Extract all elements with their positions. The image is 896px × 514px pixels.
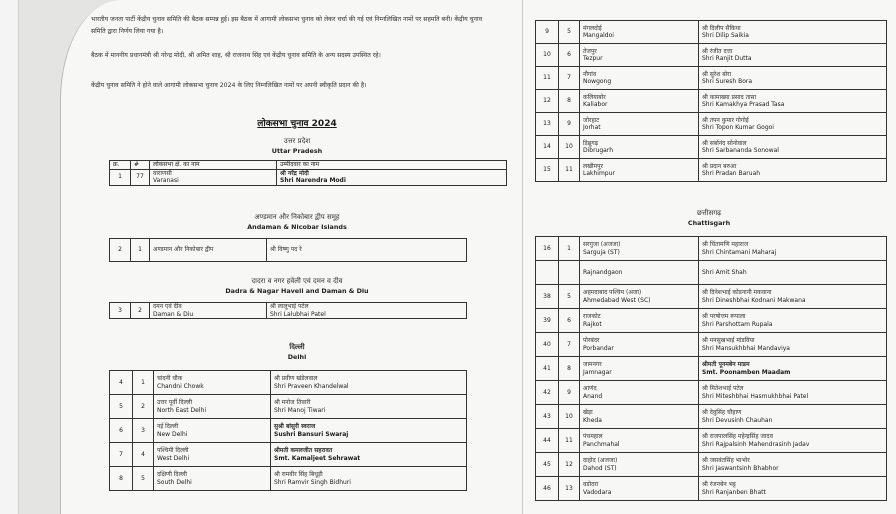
row-candidate	[699, 261, 887, 285]
candidate-en: Shri Ranjanben Bhatt	[702, 488, 766, 496]
table-row	[536, 429, 887, 453]
row-pc: 5	[559, 285, 580, 309]
row-sno: 45	[536, 453, 559, 477]
row-constituency	[154, 395, 271, 419]
dnh-heading-en: Dadra & Nagar Haveli and Daman & Diu	[225, 287, 369, 295]
constituency-en: Rajkot	[583, 320, 602, 328]
row-pc: 3	[133, 419, 154, 443]
row-constituency	[580, 21, 699, 44]
candidate-hi: श्री मनोज तिवारी	[274, 399, 311, 406]
candidate-hi: सुश्री बांसुरी स्वराज	[274, 423, 316, 430]
row-candidate	[271, 395, 467, 419]
row-candidate	[699, 67, 887, 90]
header-candidate: उम्मीदवार का नाम	[277, 161, 507, 170]
constituency-en: Nowgong	[583, 78, 612, 85]
constituency-hi: अहमदाबाद पश्चिम (अजा)	[583, 289, 642, 296]
table-row	[536, 333, 887, 357]
up-table	[109, 160, 507, 186]
candidate-hi: श्री प्रवीण खंडेलवाल	[274, 375, 318, 382]
row-constituency	[580, 333, 699, 357]
candidate-en: Shri Dineshbhai Kodnani Makwana	[702, 296, 806, 304]
row-candidate	[699, 21, 887, 44]
constituency-en: Tezpur	[583, 55, 603, 62]
intro-paragraph-3: केंद्रीय चुनाव समिति ने होने वाले आगामी लोकसभा चुनाव 2024 के लिए निम्नलिखित नामों पर अपनी स्वीकृति प्रदान की है।	[91, 82, 367, 89]
constituency-hi: नई दिल्ली	[157, 423, 179, 430]
constituency-hi: कलियाबोर	[583, 93, 606, 101]
candidate-en: Sushri Bansuri Swaraj	[274, 430, 349, 438]
candidate-en: Shri Sarbananda Sonowal	[702, 147, 779, 154]
row-candidate	[277, 169, 507, 185]
constituency-en: Sarguja (ST)	[583, 248, 620, 256]
constituency-hi: उत्तर पूर्वी दिल्ली	[157, 399, 193, 406]
row-constituency	[580, 237, 699, 261]
table-row	[536, 261, 887, 285]
right-page	[522, 0, 896, 514]
cg-heading	[659, 208, 759, 228]
constituency-en: Ahmedabad West (SC)	[583, 296, 651, 304]
row-constituency	[580, 381, 699, 405]
constituency-en: Vadodara	[583, 488, 612, 496]
row-sno: 46	[536, 477, 559, 501]
table-row	[536, 453, 887, 477]
page-margin	[0, 0, 19, 514]
row-sno: 11	[536, 67, 559, 90]
intro-paragraph-1: भारतीय जनता पार्टी केंद्रीय चुनाव समिति की बैठक सम्पन्न हुई। इस बैठक में आगामी लोकसभा चुनाव को लेकर चर्चा की गई एवं निम्नलिखित नामों पर सहमति बनी। केंद्रीय चुनाव समिति द्वारा निर्णय लिया गया है।	[91, 16, 483, 35]
candidate-en: Shri Rajpalsinh Mahendrasinh Jadav	[702, 440, 810, 448]
constituency-hi: तेजपुर	[583, 47, 597, 55]
row-candidate	[699, 453, 887, 477]
candidate-hi: श्री दिनेशभाई कोडनानी मकवाना	[702, 289, 772, 296]
intro-paragraph-2: बैठक में माननीय प्रधानमंत्री श्री नरेन्द्र मोदी, श्री अमित शाह, श्री राजनाथ सिंह एवं केंद्रीय चुनाव समिति के अन्य सदस्य उपस्थित रहे।	[91, 52, 381, 59]
candidate-en: Shri Topon Kumar Gogoi	[702, 124, 774, 131]
constituency-hi: जामनगर	[583, 361, 602, 368]
row-candidate	[699, 237, 887, 261]
candidate-hi: श्री सर्बानंद सोनोवाल	[702, 139, 747, 147]
constituency-en: Kaliabor	[583, 101, 608, 108]
row-pc: 7	[559, 67, 580, 90]
row-sno: 40	[536, 333, 559, 357]
left-page	[60, 0, 523, 514]
candidate-hi: श्री मितेशभाई पटेल	[702, 385, 744, 392]
candidate-en: Smt. Kamaljeet Sehrawat	[274, 454, 361, 462]
row-constituency	[580, 357, 699, 381]
dnh-heading	[177, 276, 417, 296]
row-sno	[536, 261, 559, 285]
candidate-hi: श्री कामाख्या प्रसाद तासा	[702, 93, 757, 101]
row-sno: 2	[110, 239, 131, 262]
constituency-en: Dahod (ST)	[583, 464, 617, 472]
row-pc: 7	[559, 333, 580, 357]
candidate-en: Shri Jaswantsinh Bhabhor	[702, 464, 779, 472]
row-pc: 13	[559, 477, 580, 501]
constituency-hi: दाहोद (अजजा)	[583, 457, 618, 464]
candidate-en: Shri Pradan Baruah	[702, 170, 761, 177]
header-pc: #	[131, 161, 150, 170]
row-candidate	[699, 90, 887, 113]
row-pc: 11	[559, 159, 580, 182]
constituency-en: South Delhi	[157, 478, 192, 486]
candidate-hi: श्री देवुसिंह चौहाण	[702, 409, 742, 416]
constituency-en: Jorhat	[583, 124, 601, 131]
row-candidate	[699, 429, 887, 453]
candidate-en: Shri Kamakhya Prasad Tasa	[702, 101, 785, 108]
row-candidate	[267, 303, 467, 319]
row-sno: 9	[536, 21, 559, 44]
table-row	[110, 169, 507, 185]
row-sno: 16	[536, 237, 559, 261]
constituency-en: West Delhi	[157, 454, 190, 462]
candidate-hi: श्री रंजीत दत्ता	[702, 47, 733, 55]
row-candidate	[271, 371, 467, 395]
page-title: लोकसभा चुनाव 2024	[257, 119, 337, 129]
delhi-heading-en: Delhi	[287, 353, 307, 361]
row-sno: 38	[536, 285, 559, 309]
row-sno: 41	[536, 357, 559, 381]
row-pc: 5	[133, 467, 154, 491]
candidate-en: Shri Suresh Bora	[702, 78, 753, 85]
row-constituency	[150, 169, 277, 185]
candidate-hi: श्रीमती पूनमबेन माडम	[702, 361, 750, 368]
constituency-en: Anand	[583, 392, 603, 400]
constituency-hi: लखीमपुर	[583, 162, 603, 170]
table-row	[110, 467, 467, 491]
candidate-en: Shri Ramvir Singh Bidhuri	[274, 478, 351, 486]
table-row	[536, 90, 887, 113]
candidate-en: Shri Mansukhbhai Mandaviya	[702, 344, 790, 352]
row-pc: 9	[559, 381, 580, 405]
row-pc: 1	[131, 239, 150, 262]
row-constituency	[150, 239, 267, 262]
row-candidate	[271, 467, 467, 491]
candidate-en: Shri Dilip Saikia	[702, 32, 749, 39]
candidate-hi: श्री रंजनबेन भट्ट	[702, 481, 736, 488]
constituency-hi: चांदनी चौक	[157, 375, 183, 382]
constituency-hi: पंचमहाल	[583, 433, 603, 440]
constituency-en: North East Delhi	[157, 406, 206, 414]
table-row	[536, 21, 887, 44]
table-row	[110, 395, 467, 419]
row-constituency	[580, 453, 699, 477]
row-sno: 42	[536, 381, 559, 405]
constituency-hi: डिब्रूगढ़	[583, 139, 598, 147]
row-candidate	[271, 419, 467, 443]
row-sno: 14	[536, 136, 559, 159]
row-constituency	[580, 429, 699, 453]
row-constituency	[154, 443, 271, 467]
candidate-hi: श्री विष्णु पद रे	[270, 246, 302, 254]
row-constituency	[150, 303, 267, 319]
constituency-hi: वाराणसी	[153, 169, 172, 177]
row-pc: 11	[559, 429, 580, 453]
constituency-en: Daman & Diu	[153, 310, 194, 318]
row-constituency	[580, 309, 699, 333]
row-sno: 44	[536, 429, 559, 453]
candidate-hi: श्री लालूभाई पटेल	[270, 303, 309, 310]
candidate-hi: श्री जसवंतसिंह भाभोर	[702, 457, 750, 464]
row-constituency	[580, 44, 699, 67]
row-pc: 4	[133, 443, 154, 467]
row-sno: 12	[536, 90, 559, 113]
constituency-hi: अण्डमान और निकोबार द्वीप	[153, 246, 214, 254]
row-pc: 10	[559, 405, 580, 429]
table-row	[536, 136, 887, 159]
table-row	[536, 381, 887, 405]
table-row	[536, 357, 887, 381]
table-row	[536, 44, 887, 67]
candidate-en: Shri Parshottam Rupala	[702, 320, 773, 328]
candidate-hi: श्री नरेंद्र मोदी	[280, 169, 309, 177]
row-sno: 13	[536, 113, 559, 136]
candidate-hi: श्री राजपालसिंह महेन्द्रसिंह जादव	[702, 433, 773, 440]
constituency-en: Chandni Chowk	[157, 382, 204, 390]
row-pc: 77	[131, 169, 150, 185]
constituency-en: Porbandar	[583, 344, 614, 352]
candidate-hi: श्री दिलीप सैकिया	[702, 24, 741, 32]
candidate-en: Smt. Poonamben Maadam	[702, 368, 791, 376]
row-sno: 5	[110, 395, 133, 419]
constituency-hi: आणंद	[583, 385, 597, 392]
row-sno: 7	[110, 443, 133, 467]
constituency-en: Lakhimpur	[583, 170, 615, 177]
constituency-en: Jamnagar	[583, 368, 612, 376]
table-row	[110, 371, 467, 395]
candidate-hi: श्रीमती कमलजीत सहरावत	[274, 447, 333, 454]
candidate-hi: श्री सुरेश बोरा	[702, 70, 732, 78]
candidate-en: Shri Devusinh Chauhan	[702, 416, 773, 424]
row-candidate	[699, 357, 887, 381]
candidate-hi: श्री रामवीर सिंह बिधूड़ी	[274, 471, 323, 478]
assam-table	[535, 20, 887, 182]
row-pc: 2	[133, 395, 154, 419]
row-pc: 6	[559, 44, 580, 67]
row-candidate	[699, 405, 887, 429]
up-heading-hi: उत्तर प्रदेश	[283, 137, 311, 145]
constituency-hi: पोरबंदर	[583, 337, 600, 344]
candidate-en: Shri Miteshbhai Hasmukhbhai Patel	[702, 392, 809, 400]
candidate-en: Shri Chintamani Maharaj	[702, 248, 777, 256]
row-constituency	[580, 261, 699, 285]
row-pc	[559, 261, 580, 285]
row-pc: 12	[559, 453, 580, 477]
andaman-heading	[197, 212, 397, 232]
row-constituency	[154, 467, 271, 491]
candidate-hi: श्री प्रदान बरुआ	[702, 162, 737, 170]
row-sno: 4	[110, 371, 133, 395]
row-constituency	[154, 419, 271, 443]
table-row	[110, 239, 467, 262]
row-pc: 1	[133, 371, 154, 395]
row-pc: 10	[559, 136, 580, 159]
row-pc: 8	[559, 357, 580, 381]
constituency-hi: सरगुजा (अजजा)	[583, 241, 621, 248]
row-pc: 6	[559, 309, 580, 333]
constituency-en: Kheda	[583, 416, 602, 424]
constituency-en: Dibrugarh	[583, 147, 614, 154]
row-constituency	[580, 285, 699, 309]
candidate-en: Shri Ranjit Dutta	[702, 55, 752, 62]
table-row	[110, 419, 467, 443]
row-candidate	[699, 113, 887, 136]
row-candidate	[267, 239, 467, 262]
table-row	[536, 67, 887, 90]
row-sno: 15	[536, 159, 559, 182]
up-heading-en: Uttar Pradesh	[271, 147, 323, 155]
candidate-en: Shri Manoj Tiwari	[274, 406, 326, 414]
row-candidate	[699, 44, 887, 67]
cg-table	[535, 236, 887, 501]
candidate-en: Shri Lalubhai Patel	[270, 310, 326, 318]
candidate-hi: श्री चिंतामणि महाराज	[702, 241, 749, 248]
delhi-table	[109, 370, 467, 491]
row-constituency	[580, 405, 699, 429]
andaman-heading-hi: अण्डमान और निकोबार द्वीप समूह	[254, 213, 340, 221]
table-header	[110, 161, 507, 170]
cg-heading-hi: छत्तीसगढ़	[696, 209, 722, 217]
row-sno: 8	[110, 467, 133, 491]
row-pc: 1	[559, 237, 580, 261]
constituency-en: Panchmahal	[583, 440, 620, 448]
cg-heading-en: Chattisgarh	[687, 219, 731, 227]
row-constituency	[580, 159, 699, 182]
candidate-en: Shri Amit Shah	[702, 268, 747, 276]
constituency-en: Mangaldoi	[583, 32, 614, 39]
row-sno: 39	[536, 309, 559, 333]
table-row	[536, 159, 887, 182]
delhi-heading-hi: दिल्ली	[289, 343, 305, 351]
table-row	[110, 303, 467, 319]
candidate-en: Shri Narendra Modi	[280, 177, 346, 184]
constituency-hi: पश्चिमी दिल्ली	[157, 447, 189, 454]
constituency-hi: राजकोट	[583, 313, 601, 320]
row-constituency	[154, 371, 271, 395]
constituency-en: Rajnandgaon	[583, 268, 623, 276]
table-row	[536, 405, 887, 429]
constituency-hi: जोरहाट	[583, 116, 600, 124]
constituency-hi: वडोदरा	[583, 481, 599, 488]
row-candidate	[699, 381, 887, 405]
candidate-hi: श्री तपन कुमार गोगोई	[702, 116, 749, 124]
table-row	[536, 477, 887, 501]
row-sno: 1	[110, 169, 131, 185]
row-candidate	[699, 285, 887, 309]
header-constituency: लोकसभा क्षे. का नाम	[150, 161, 277, 170]
row-sno: 10	[536, 44, 559, 67]
row-candidate	[699, 333, 887, 357]
row-pc: 5	[559, 21, 580, 44]
constituency-hi: दमन एवं दीव	[153, 303, 182, 310]
constituency-hi: नौगांव	[583, 70, 597, 78]
row-constituency	[580, 136, 699, 159]
andaman-table	[109, 238, 467, 262]
table-row	[536, 285, 887, 309]
row-candidate	[699, 309, 887, 333]
table-row	[536, 113, 887, 136]
row-candidate	[699, 477, 887, 501]
constituency-en: Varanasi	[153, 177, 179, 184]
constituency-hi: खेड़ा	[583, 409, 593, 416]
row-sno: 3	[110, 303, 131, 319]
row-sno: 43	[536, 405, 559, 429]
row-pc: 9	[559, 113, 580, 136]
candidate-hi: श्री मनसुखभाई मांडविया	[702, 337, 755, 344]
constituency-hi: दक्षिणी दिल्ली	[157, 471, 187, 478]
row-constituency	[580, 90, 699, 113]
andaman-heading-en: Andaman & Nicobar Islands	[247, 223, 347, 231]
up-heading	[237, 136, 357, 156]
row-candidate	[271, 443, 467, 467]
candidate-en: Shri Praveen Khandelwal	[274, 382, 349, 390]
table-row	[536, 237, 887, 261]
candidate-hi: श्री परषोत्तम रूपाला	[702, 313, 746, 320]
constituency-en: New Delhi	[157, 430, 188, 438]
row-constituency	[580, 113, 699, 136]
constituency-hi: मंगलदोई	[583, 24, 602, 32]
table-row	[110, 443, 467, 467]
row-pc: 8	[559, 90, 580, 113]
delhi-heading	[237, 342, 357, 362]
dnh-table	[109, 302, 467, 319]
row-constituency	[580, 477, 699, 501]
row-candidate	[699, 159, 887, 182]
table-row	[536, 309, 887, 333]
row-sno: 6	[110, 419, 133, 443]
row-constituency	[580, 67, 699, 90]
row-candidate	[699, 136, 887, 159]
header-sno: क्र.	[110, 161, 131, 170]
row-pc: 2	[131, 303, 150, 319]
dnh-heading-hi: दादरा व नगर हवेली एवं दमन व दीव	[251, 277, 343, 285]
